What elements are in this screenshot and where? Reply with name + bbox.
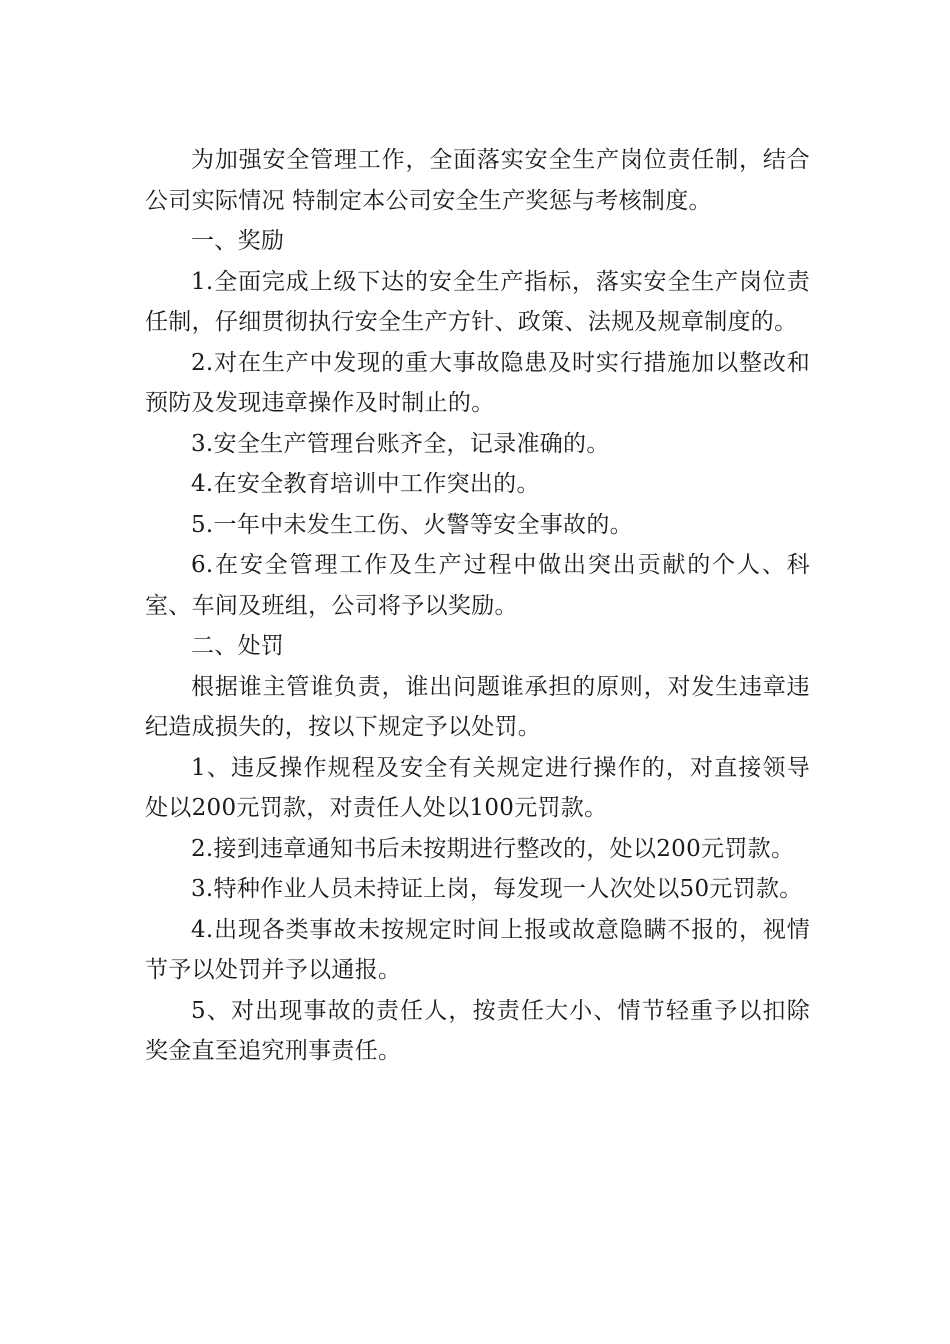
penalty-item: 2.接到违章通知书后未按期进行整改的，处以200元罚款。 [191, 835, 795, 862]
penalty-item: 3.特种作业人员未持证上岗，每发现一人次处以50元罚款。 [191, 876, 803, 902]
reward-item: 3.安全生产管理台账齐全，记录准确的。 [191, 430, 610, 457]
reward-item: 1.全面完成上级下达的安全生产指标，落实安全生产岗位责任制，仔细贯彻执行安全生产方针、政策、法规及规章制度的。 [145, 268, 810, 335]
penalty-intro: 根据谁主管谁负责，谁出问题谁承担的原则，对发生违章违纪造成损失的，按以下规定予以处罚。 [145, 673, 810, 740]
reward-item: 2.对在生产中发现的重大事故隐患及时实行措施加以整改和预防及发现违章操作及时制止的。 [145, 349, 810, 416]
penalty-item: 4.出现各类事故未按规定时间上报或故意隐瞒不报的，视情节予以处罚并予以通报。 [145, 916, 810, 983]
penalty-item: 1、违反操作规程及安全有关规定进行操作的，对直接领导处以200元罚款，对责任人处以100元罚款。 [145, 754, 810, 821]
intro-paragraph: 为加强安全管理工作，全面落实安全生产岗位责任制，结合公司实际情况 特制定本公司安全生产奖惩与考核制度。 [145, 147, 810, 214]
reward-item: 5.一年中未发生工伤、火警等安全事故的。 [191, 511, 633, 538]
penalty-heading: 二、处罚 [191, 633, 285, 659]
reward-heading: 一、奖励 [191, 228, 285, 254]
penalty-item: 5、对出现事故的责任人，按责任大小、情节轻重予以扣除奖金直至追究刑事责任。 [145, 997, 810, 1064]
reward-item: 4.在安全教育培训中工作突出的。 [191, 471, 540, 497]
document-body [145, 140, 810, 1072]
reward-item: 6.在安全管理工作及生产过程中做出突出贡献的个人、科室、车间及班组，公司将予以奖励。 [145, 552, 810, 619]
